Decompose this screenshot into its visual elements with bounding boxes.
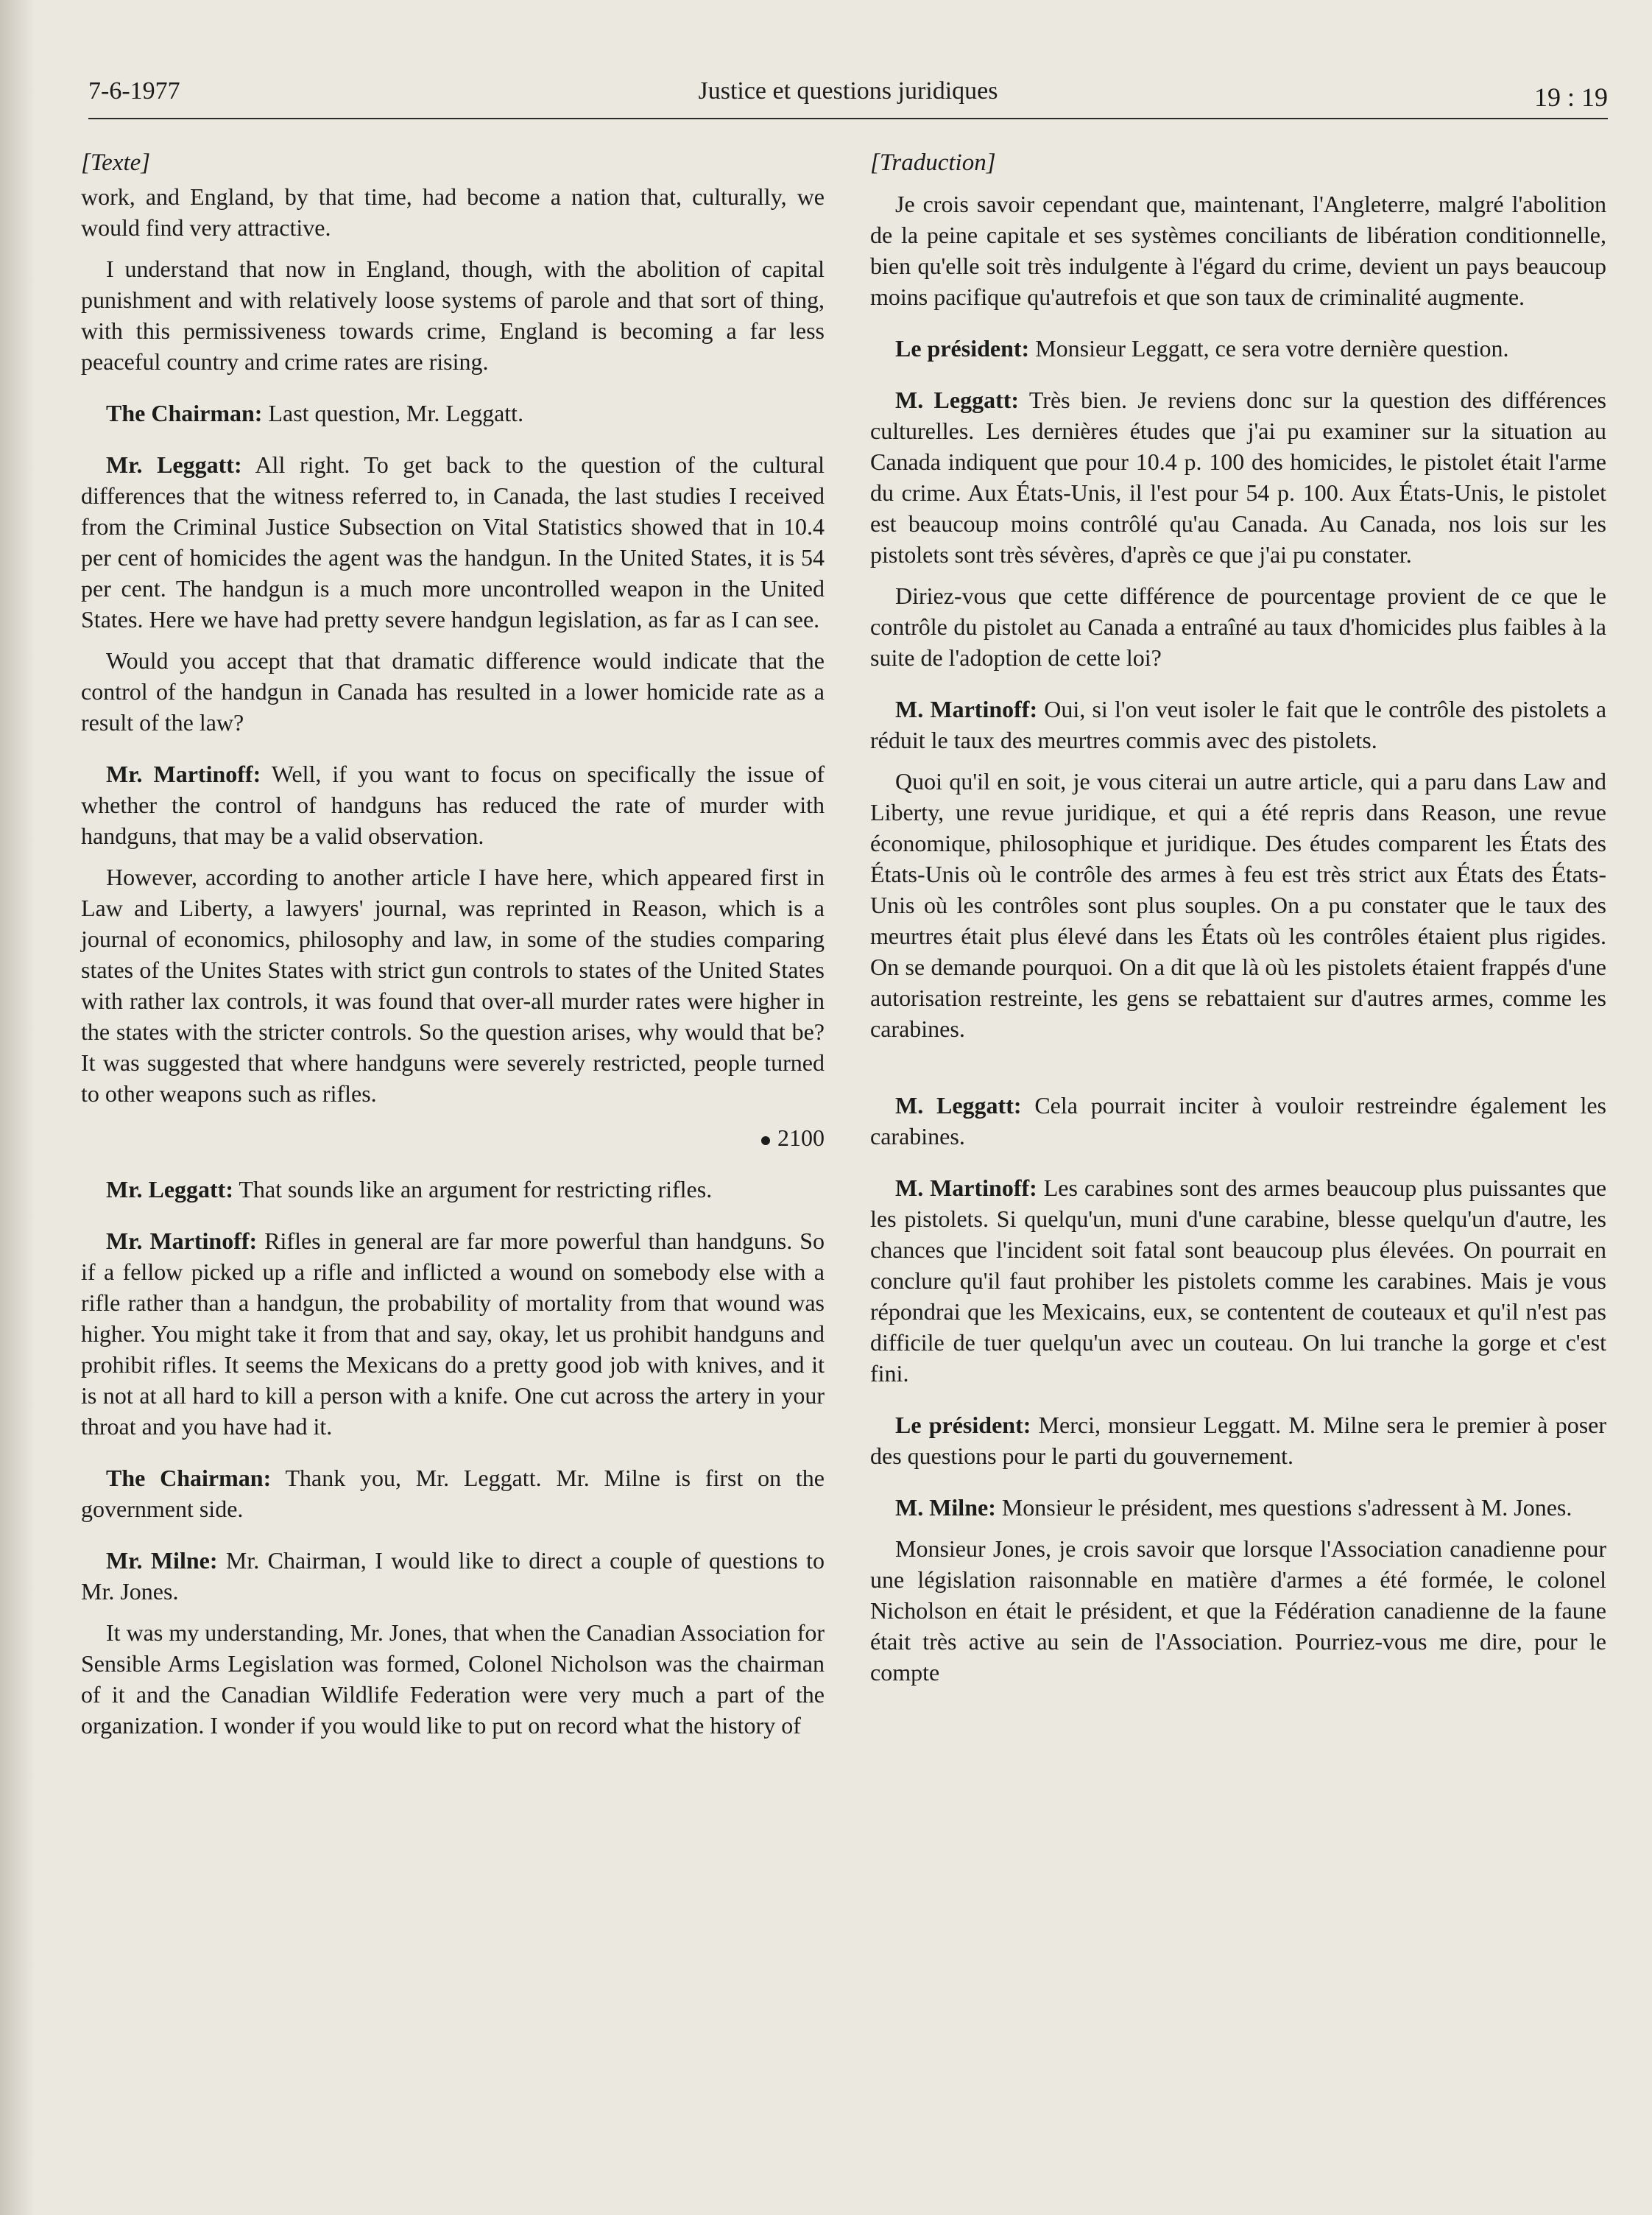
paragraph-text: Les carabines sont des armes beaucoup plus puissantes que les pistolets. Si quelqu'un, muni d'une carabine, blesse quelqu'un d'autre, les chances que l'incident soit fatal sont beaucoup plus élevées. On pourrait en conclure qu'il faut prohiber les pistolets comme les carabines. Mais je vous répondrai que les Mexicains, eux, se contentent de couteaux et qu'il n'est pas difficile de tuer quelqu'un avec un couteau. On lui tranche la gorge et c'est fini.	[870, 1175, 1607, 1387]
paragraph-text: It was my understanding, Mr. Jones, that when the Canadian Association for Sensible Arms Legislation was formed, Colonel Nicholson was the chairman of it and the Canadian Wildlife Federation were very much a part of the organization. I wonder if you would like to put on record what the history of	[81, 1619, 825, 1739]
paragraph	[81, 253, 825, 377]
paragraph	[81, 398, 825, 429]
paragraph-text: Quoi qu'il en soit, je vous citerai un autre article, qui a paru dans Law and Liberty, une revue juridique, et qui a été repris dans Reason, une revue économique, philosophique et juridique. Des études comparent les États des États-Unis où le contrôle des armes à feu est très strict aux États des États-Unis où les contrôles sont plus souples. On a pu constater que le taux des meurtres était plus élevé dans les États où les contrôles étaient plus rigides. On se demande pourquoi. On a dit que là où les pistolets étaient frappés d'une autorisation restreinte, les gens se rebattaient sur d'autres armes, comme les carabines.	[870, 768, 1606, 1042]
paragraph	[81, 1174, 825, 1205]
paragraph-text: Well, if you want to focus on specifically the issue of whether the control of handguns has reduced the rate of murder with handguns, that may be a valid observation.	[81, 761, 825, 849]
speaker-name: Mr. Milne:	[106, 1547, 218, 1574]
paragraph-text: Thank you, Mr. Leggatt. Mr. Milne is first on the government side.	[81, 1465, 825, 1522]
speaker-name: Mr. Leggatt:	[106, 1176, 233, 1202]
speaker-name: The Chairman:	[106, 400, 263, 426]
column-label-traduction: [Traduction]	[870, 149, 996, 176]
speaker-name: Le président:	[895, 335, 1030, 362]
paragraph-text: work, and England, by that time, had become a nation that, culturally, we would find very attractive.	[81, 183, 825, 241]
speaker-name: M. Martinoff:	[895, 1175, 1037, 1201]
paragraph	[81, 1617, 825, 1741]
paragraph-text: Je crois savoir cependant que, maintenant, l'Angleterre, malgré l'abolition de la peine capitale et ses systèmes conciliants de libération conditionnelle, bien qu'elle soit très indulgente à l'égard du crime, devient un pays beaucoup moins pacifique qu'autrefois et que son taux de criminalité augmente.	[870, 191, 1606, 310]
speaker-name: Le président:	[895, 1412, 1031, 1438]
paragraph	[870, 1409, 1606, 1471]
speaker-name: The Chairman:	[106, 1465, 272, 1491]
paragraph	[870, 580, 1606, 673]
paragraph	[870, 384, 1606, 570]
paragraph	[81, 645, 825, 738]
bullet-icon	[761, 1136, 770, 1145]
paragraph-text: Monsieur Jones, je crois savoir que lorsque l'Association canadienne pour une législation raisonnable en matière d'armes a été formée, le colonel Nicholson en était le président, et que la Fédération canadienne de la faune était très active au sein de l'Association. Pourriez-vous me dire, pour le compte	[870, 1535, 1606, 1686]
paragraph-text: However, according to another article I have here, which appeared first in Law and Liberty, a lawyers' journal, was reprinted in Reason, which is a journal of economics, philosophy and law, in some of the studies comparing states of the Unites States with strict gun controls to states of the United States with rather lax controls, it was found that over-all murder rates were higher in the states with the stricter controls. So the question arises, why would that be? It was suggested that where handguns were severely restricted, people turned to other weapons such as rifles.	[81, 864, 825, 1107]
english-paragraphs	[81, 181, 825, 1109]
speaker-name: M. Milne:	[895, 1494, 996, 1521]
paragraph-text: Cela pourrait inciter à vouloir restreindre également les carabines.	[870, 1092, 1607, 1149]
paragraph	[870, 766, 1606, 1044]
header-rule	[88, 118, 1608, 119]
paragraph	[81, 1462, 825, 1524]
paragraph	[870, 1172, 1606, 1389]
english-column	[81, 147, 825, 1751]
column-label-texte: [Texte]	[81, 149, 151, 176]
header-date: 7-6-1977	[88, 77, 180, 105]
time-marker	[81, 1122, 825, 1153]
page-header	[88, 77, 1608, 122]
paragraph	[870, 333, 1606, 364]
header-title: Justice et questions juridiques	[698, 77, 998, 105]
paragraph-text: Mr. Chairman, I would like to direct a couple of questions to Mr. Jones.	[81, 1547, 825, 1605]
paragraph-text: Last question, Mr. Leggatt.	[268, 400, 524, 426]
french-column	[870, 147, 1606, 1698]
paragraph	[870, 694, 1606, 756]
paragraph	[81, 862, 825, 1109]
speaker-name: M. Leggatt:	[895, 387, 1020, 413]
paragraph-text: That sounds like an argument for restricting rifles.	[239, 1176, 713, 1202]
paragraph-text: Rifles in general are far more powerful than handguns. So if a fellow picked up a rifle and inflicted a wound on somebody else with a rifle rather than a handgun, the probability of mortality from that wound was higher. You might take it from that and say, okay, let us prohibit handguns and prohibit rifles. It seems the Mexicans do a pretty good job with knives, and it is not at all hard to kill a person with a knife. One cut across the artery in your throat and you have had it.	[81, 1228, 825, 1440]
paragraph-text: Would you accept that that dramatic difference would indicate that the control of the handgun in Canada has resulted in a lower homicide rate as a result of the law?	[81, 647, 825, 736]
speaker-name: M. Martinoff:	[895, 696, 1038, 722]
paragraph	[81, 1225, 825, 1442]
paragraph	[870, 1090, 1606, 1152]
paragraph-text: Diriez-vous que cette différence de pourcentage provient de ce que le contrôle du pistolet au Canada a entraîné au taux d'homicides plus faibles à la suite de l'adoption de cette loi?	[870, 582, 1606, 671]
french-paragraphs-after	[870, 1090, 1606, 1688]
speaker-name: Mr. Martinoff:	[106, 1228, 258, 1254]
header-page-number: 19 : 19	[1533, 82, 1608, 112]
paragraph-text: Très bien. Je reviens donc sur la question des différences culturelles. Les dernières études que j'ai pu examiner sur la situation au Canada indiquent que pour 10.4 p. 100 des homicides, le pistolet était l'arme du crime. Aux États-Unis, il l'est pour 54 p. 100. Aux États-Unis, le pistolet est beaucoup moins contrôlé qu'au Canada. Au Canada, nos lois sur les pistolets sont très sévères, d'après ce que j'ai pu constater.	[870, 387, 1607, 568]
paragraph	[81, 449, 825, 635]
speaker-name: Mr. Leggatt:	[106, 451, 242, 478]
french-paragraphs	[870, 189, 1606, 1044]
paragraph-text: Oui, si l'on veut isoler le fait que le contrôle des pistolets a réduit le taux des meurtres commis avec des pistolets.	[870, 696, 1607, 753]
speaker-name: M. Leggatt:	[895, 1092, 1022, 1119]
paragraph-text: All right. To get back to the question of the cultural differences that the witness referred to, in Canada, the last studies I received from the Criminal Justice Subsection on Vital Statistics showed that in 10.4 per cent of homicides the agent was the handgun. In the United States, it is 54 per cent. The handgun is a much more uncontrolled weapon in the United States. Here we have had pretty severe handgun legislation, as far as I can see.	[81, 451, 825, 633]
paragraph-text: Monsieur le président, mes questions s'adressent à M. Jones.	[1001, 1494, 1572, 1521]
paragraph	[870, 1492, 1606, 1523]
paragraph-text: Monsieur Leggatt, ce sera votre dernière question.	[1035, 335, 1509, 362]
binding-shadow	[0, 0, 35, 2215]
paragraph	[81, 1545, 825, 1607]
paragraph	[870, 1533, 1606, 1688]
paragraph	[81, 758, 825, 851]
paragraph-text: I understand that now in England, though, with the abolition of capital punishment and with relatively loose systems of parole and that sort of thing, with this permissiveness towards crime, England is becoming a far less peaceful country and crime rates are rising.	[81, 256, 825, 375]
paragraph-text: Merci, monsieur Leggatt. M. Milne sera le premier à poser des questions pour le parti du gouvernement.	[870, 1412, 1607, 1469]
english-paragraphs-after	[81, 1174, 825, 1741]
time-marker-text: 2100	[777, 1124, 825, 1151]
speaker-name: Mr. Martinoff:	[106, 761, 261, 787]
paragraph	[870, 189, 1606, 312]
paragraph	[81, 181, 825, 243]
